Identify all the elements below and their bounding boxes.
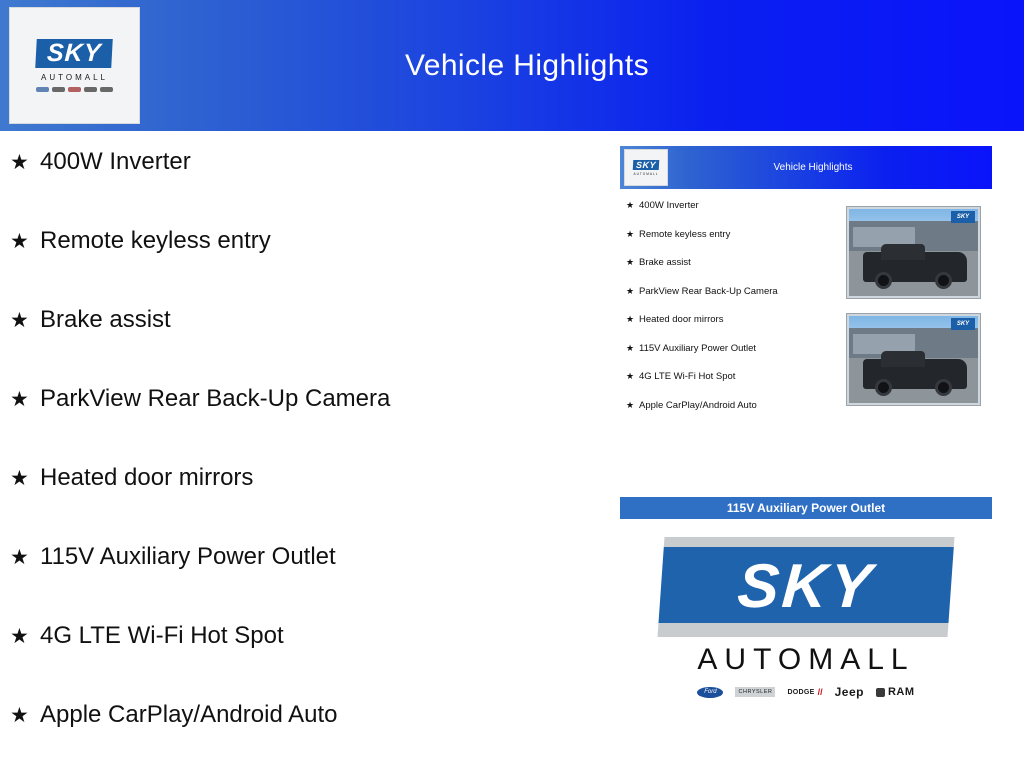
truck-wheel-front bbox=[875, 379, 892, 396]
brand-mark-chrysler-icon bbox=[52, 87, 65, 92]
truck-wheel-front bbox=[875, 272, 892, 289]
outlet-image-block bbox=[620, 497, 992, 719]
feature-label: Remote keyless entry bbox=[639, 228, 731, 240]
outlet-caption: 115V Auxiliary Power Outlet bbox=[620, 497, 992, 519]
thumbnail-title: Vehicle Highlights bbox=[773, 162, 853, 173]
feature-label: 4G LTE Wi-Fi Hot Spot bbox=[639, 371, 736, 382]
dealer-logo-automall-text: AUTOMALL bbox=[41, 72, 108, 82]
feature-list bbox=[10, 148, 595, 780]
truck-cab-shape bbox=[881, 351, 925, 367]
star-bullet-icon: ★ bbox=[10, 388, 29, 411]
truck-wheel-rear bbox=[935, 379, 952, 396]
chrysler-wings-icon: CHRYSLER bbox=[735, 687, 775, 697]
list-item bbox=[626, 371, 846, 400]
feature-label: 400W Inverter bbox=[639, 200, 699, 211]
list-item bbox=[626, 257, 846, 286]
list-item bbox=[626, 400, 846, 429]
truck-wheel-rear bbox=[935, 272, 952, 289]
list-item bbox=[10, 385, 595, 464]
vehicle-photo-front bbox=[846, 206, 981, 299]
star-bullet-icon: ★ bbox=[626, 399, 635, 410]
photo-sky-badge: SKY bbox=[951, 318, 975, 330]
star-bullet-icon: ★ bbox=[10, 546, 29, 569]
ram-text: RAM bbox=[887, 686, 915, 698]
feature-label: Remote keyless entry bbox=[40, 227, 271, 254]
thumbnail-dealer-logo bbox=[624, 149, 668, 186]
outlet-image bbox=[620, 519, 992, 719]
star-bullet-icon: ★ bbox=[626, 342, 635, 353]
list-item bbox=[626, 200, 846, 229]
feature-label: ParkView Rear Back-Up Camera bbox=[639, 285, 778, 297]
photo-sky-badge: SKY bbox=[951, 211, 975, 223]
list-item bbox=[10, 622, 595, 701]
brand-chrysler bbox=[735, 687, 775, 697]
list-item bbox=[626, 286, 846, 315]
star-bullet-icon: ★ bbox=[10, 151, 29, 174]
ram-head-icon bbox=[876, 688, 885, 697]
star-bullet-icon: ★ bbox=[626, 371, 635, 381]
brand-mark-ram-icon bbox=[100, 87, 113, 92]
list-item bbox=[10, 227, 595, 306]
feature-label: 400W Inverter bbox=[40, 148, 191, 175]
thumbnail-feature-list bbox=[626, 200, 846, 428]
slide-thumbnail-panel bbox=[620, 146, 992, 441]
list-item bbox=[10, 701, 595, 780]
feature-label: Apple CarPlay/Android Auto bbox=[639, 399, 757, 411]
brand-ram bbox=[876, 686, 915, 698]
list-item bbox=[626, 229, 846, 258]
brand-logo-strip bbox=[697, 685, 914, 699]
brand-mark-jeep-icon bbox=[84, 87, 97, 92]
star-bullet-icon: ★ bbox=[626, 314, 635, 324]
large-sky-logo bbox=[658, 537, 955, 637]
feature-label: Apple CarPlay/Android Auto bbox=[40, 701, 338, 728]
star-bullet-icon: ★ bbox=[10, 230, 29, 253]
feature-label: Brake assist bbox=[639, 257, 691, 268]
list-item bbox=[10, 543, 595, 622]
feature-label: Heated door mirrors bbox=[40, 464, 254, 491]
list-item bbox=[10, 306, 595, 385]
star-bullet-icon: ★ bbox=[10, 704, 29, 727]
page-title: Vehicle Highlights bbox=[404, 48, 649, 82]
list-item bbox=[10, 464, 595, 543]
jeep-text: Jeep bbox=[834, 685, 864, 699]
star-bullet-icon: ★ bbox=[10, 625, 29, 648]
dodge-text: DODGE bbox=[787, 688, 815, 696]
star-bullet-icon: ★ bbox=[626, 228, 635, 239]
vehicle-photo-rear bbox=[846, 313, 981, 406]
slide-header bbox=[0, 0, 1024, 131]
star-bullet-icon: ★ bbox=[626, 200, 635, 210]
brand-jeep bbox=[835, 685, 864, 699]
ford-oval-icon: Ford bbox=[697, 687, 723, 698]
dealer-logo bbox=[9, 7, 140, 124]
feature-label: 4G LTE Wi-Fi Hot Spot bbox=[40, 622, 284, 649]
dealer-logo-brand-strip bbox=[36, 87, 113, 92]
list-item bbox=[626, 314, 846, 343]
feature-label: Heated door mirrors bbox=[639, 314, 724, 325]
star-bullet-icon: ★ bbox=[626, 285, 635, 296]
list-item bbox=[626, 343, 846, 372]
list-item bbox=[10, 148, 595, 227]
dodge-slash-icon: // bbox=[817, 687, 823, 697]
brand-ford bbox=[697, 687, 723, 698]
star-bullet-icon: ★ bbox=[10, 467, 29, 490]
large-automall-text: AUTOMALL bbox=[697, 643, 915, 676]
truck-cab-shape bbox=[881, 244, 925, 260]
thumbnail-logo-automall-text: AUTOMALL bbox=[633, 171, 659, 176]
star-bullet-icon: ★ bbox=[626, 257, 635, 267]
star-bullet-icon: ★ bbox=[10, 309, 29, 332]
brand-mark-ford-icon bbox=[36, 87, 49, 92]
dealer-logo-sky-text: SKY bbox=[36, 39, 114, 68]
large-sky-logo-text: SKY bbox=[735, 552, 877, 621]
thumbnail-header bbox=[620, 146, 992, 189]
feature-label: Brake assist bbox=[40, 306, 171, 333]
thumbnail-logo-sky-text: SKY bbox=[633, 160, 660, 170]
feature-label: 115V Auxiliary Power Outlet bbox=[40, 543, 336, 570]
brand-dodge bbox=[787, 687, 822, 697]
slide-thumbnail-image bbox=[620, 146, 992, 441]
feature-label: 115V Auxiliary Power Outlet bbox=[639, 342, 757, 354]
brand-mark-dodge-icon bbox=[68, 87, 81, 92]
feature-label: ParkView Rear Back-Up Camera bbox=[40, 385, 391, 412]
